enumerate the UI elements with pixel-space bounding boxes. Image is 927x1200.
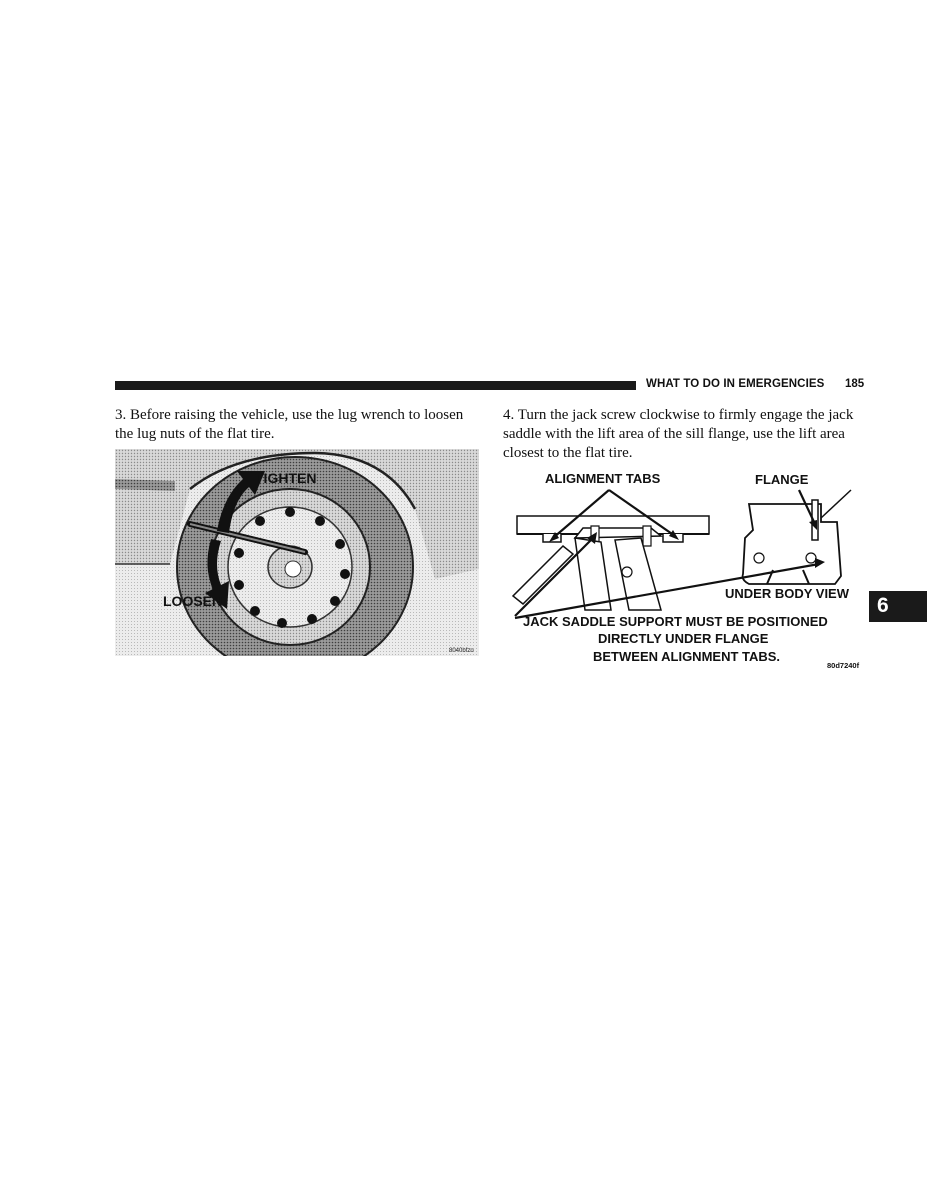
body-trim-strip [115,479,175,491]
tighten-label: TIGHTEN [255,470,317,486]
chapter-number: 6 [877,594,889,617]
step-4-paragraph: 4. Turn the jack screw clockwise to firmly engage the jack saddle with the lift area of the sill flange, use the lift area closest to the flat tire. [503,407,854,461]
step-3-paragraph: 3. Before raising the vehicle, use the lug wrench to loosen the lug nuts of the flat tire. [115,407,464,442]
figure-code: 8040bfzo [449,648,474,654]
caption-line-2: DIRECTLY UNDER FLANGE [598,631,769,646]
jack-placement-figure [503,466,869,676]
section-title: WHAT TO DO IN EMERGENCIES [646,378,825,390]
caption-line-1: JACK SADDLE SUPPORT MUST BE POSITIONED [523,614,828,629]
caption-line-3: BETWEEN ALIGNMENT TABS. [593,649,781,664]
jack-arm [575,538,611,610]
chapter-tab [869,591,927,622]
under-body-view [743,504,841,584]
alignment-tabs-label: ALIGNMENT TABS [545,471,661,486]
figure-code: 80d7240f [827,661,860,670]
under-body-view-label: UNDER BODY VIEW [725,586,849,601]
flange-label: FLANGE [755,472,809,487]
header-rule [115,381,636,390]
loosen-label: LOOSEN [163,593,223,609]
lug-wrench-figure [115,449,479,656]
page-number: 185 [845,378,865,390]
